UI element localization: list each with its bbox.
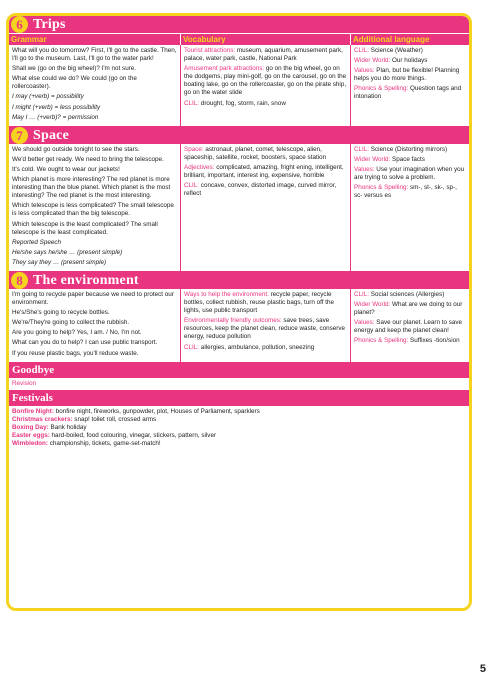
grammar-line: Reported Speech [12, 238, 62, 246]
vocab-text: save trees, save resources, keep the planet clean, reduce waste, conserve energy, reduce pollution [184, 317, 346, 341]
additional-text: Science (Distorting mirrors) [369, 145, 448, 153]
unit-title: Trips [33, 17, 66, 32]
additional-label: Phonics & Spelling: [354, 184, 409, 192]
grammar-line: They say they … (present simple) [12, 258, 107, 266]
unit-number: 8 [11, 272, 28, 289]
festival-item [12, 440, 466, 448]
festival-label: Wimbledon: [12, 439, 48, 447]
unit-6-row [9, 45, 469, 127]
page-number: 5 [479, 663, 486, 675]
additional-text: Science (Weather) [369, 47, 423, 54]
festival-text: championship, tickets, game-set-match! [47, 439, 161, 447]
goodbye-header: Goodbye [9, 363, 469, 378]
additional-text: Use your imagination when you are trying to solve a problem. [354, 165, 465, 182]
vocab-label: Amusement park attractions: [184, 65, 265, 73]
grammar-line: I might (+verb) = less possibility [12, 103, 101, 111]
festival-label: Christmas crackers: [12, 415, 73, 423]
vocab-label: CLIL: [184, 182, 200, 190]
unit-6-header [9, 16, 469, 33]
vocab-text: recycle paper, recycle bottles, collect rubbish, reuse plastic bags, turn off the lights, use public transport [184, 290, 335, 315]
festival-item [12, 408, 466, 416]
grammar-line: I'm going to recycle paper because we need to protect our environment. [12, 290, 174, 307]
grammar-line: He's/She's going to recycle bottles. [12, 309, 110, 317]
additional-text: Our holidays [390, 57, 428, 65]
grammar-line: Are you going to help? Yes, I am. / No, I'm not. [12, 329, 142, 337]
vocab-text: go on the big wheel, go on the dodgems, play mini-golf, go on the carousel, go on the boating lake, go on the rollercoaster, go on the pirate ship, go on the water slide [184, 65, 347, 97]
grammar-line: I may (+verb) = possibility [12, 93, 84, 101]
grammar-line: Which planet is more interesting? The red planet is more interesting than the blue planet. Which planet is the most interesting? The red planet is the most interesting. [12, 176, 171, 200]
unit-title: Space [33, 127, 69, 143]
festival-text: bonfire night, fireworks, gunpowder, plot, Houses of Parliament, sparklers [53, 407, 260, 415]
grammar-line: He/she says he/she … (present simple) [12, 248, 123, 256]
vocab-label: CLIL: [184, 343, 200, 351]
unit-number: 7 [11, 127, 28, 144]
grammar-line: What will you do tomorrow? First, I'll go to the castle. Then, I'll go to the museum. Last, I'll go to the water park! [12, 47, 177, 63]
additional-cell [351, 289, 469, 363]
syllabus-table [6, 13, 472, 611]
grammar-line: If you reuse plastic bags, you'll reduce waste. [12, 349, 139, 357]
goodbye-content [9, 378, 469, 391]
additional-header: Additional language [353, 35, 430, 44]
vocab-label: Adjectives: [184, 163, 215, 171]
additional-cell [351, 144, 469, 272]
additional-label: Values: [354, 165, 375, 173]
festival-item [12, 416, 466, 424]
vocab-label: Tourist attractions: [184, 47, 236, 54]
additional-label: Values: [354, 67, 375, 75]
vocabulary-header: Vocabulary [181, 34, 351, 45]
additional-text: Suffixes -tion/sion [408, 337, 460, 345]
vocabulary-cell [181, 289, 351, 363]
additional-text: Plan, but be flexible! Planning helps you do more things. [354, 67, 460, 83]
grammar-line: We'd better get ready. We need to bring the telescope. [12, 155, 164, 163]
additional-label: Wider World: [354, 301, 391, 309]
goodbye-text: Revision [12, 379, 37, 387]
festival-text: hard-boiled, food colouring, vinegar, stickers, pattern, silver [49, 431, 217, 439]
grammar-line: What can you do to help? I can use public transport. [12, 339, 158, 347]
additional-label: CLIL: [354, 47, 370, 54]
vocab-text: allergies, ambulance, pollution, sneezing [199, 343, 315, 351]
festival-text: Bank holiday [48, 423, 87, 431]
unit-8-row [9, 289, 469, 363]
festival-item [12, 432, 466, 440]
vocab-text: drought, fog, storm, rain, snow [199, 99, 286, 107]
vocab-text: complicated, amazing, fright ening, intelligent, brilliant, important, interest ing, expensive, horrible [184, 163, 344, 180]
additional-text: Social sciences (Allergies) [369, 290, 445, 298]
grammar-cell [9, 289, 181, 363]
vocabulary-cell [181, 144, 351, 272]
vocab-label: Space: [184, 145, 204, 153]
vocab-label: CLIL: [184, 99, 200, 107]
additional-text: sm-, st-, sk-, sp-, sc- versus es [354, 184, 457, 200]
festival-label: Easter eggs: [12, 431, 50, 439]
grammar-line: Shall we (go on the big wheel)? I'm not sure. [12, 65, 137, 73]
unit-8-header [9, 272, 469, 289]
festival-text: snap! toilet roll, crossed arms [72, 415, 157, 423]
festivals-header: Festivals [9, 391, 469, 406]
additional-label: Wider World: [354, 155, 391, 163]
grammar-line: Which telescope is the least complicated? The small telescope is the least complicated. [12, 220, 158, 236]
vocab-text: museum, aquarium, amusement park, palace, water park, castle, National Park [184, 47, 343, 63]
unit-7-row [9, 144, 469, 272]
unit-title: The environment [33, 272, 139, 288]
additional-label: CLIL: [354, 290, 370, 298]
vocab-label: Ways to help the environment: [184, 290, 269, 298]
vocab-text: concave, convex, distorted image, curved mirror, reflect [184, 182, 337, 198]
additional-text: Save our planet. Learn to save energy and keep the planet clean! [354, 319, 463, 335]
vocab-text: astronaut, planet, comet, telescope, alien, spaceship, satellite, rocket, boosters, space station [184, 145, 327, 161]
column-headers [9, 33, 469, 45]
vocab-label: Environmentally friendly outcomes: [184, 317, 282, 325]
festival-label: Boxing Day: [12, 423, 49, 431]
unit-7-header [9, 127, 469, 144]
grammar-line: We should go outside tonight to see the stars. [12, 145, 140, 153]
additional-text: What are we doing to our planet? [354, 301, 463, 317]
grammar-line: We're/They're going to collect the rubbish. [12, 319, 130, 327]
grammar-cell [9, 144, 181, 272]
grammar-cell [9, 45, 181, 127]
additional-label: CLIL: [354, 145, 370, 153]
grammar-line: May I … (+verb)? = permission [12, 113, 99, 121]
additional-text: Space facts [390, 155, 425, 163]
grammar-line: It's cold. We ought to wear our jackets! [12, 165, 120, 173]
additional-text: Question tags and intonation [354, 85, 462, 101]
festival-item [12, 424, 466, 432]
additional-cell [351, 45, 469, 127]
unit-number: 6 [11, 16, 28, 33]
additional-label: Values: [354, 319, 375, 327]
additional-label: Phonics & Spelling: [354, 85, 409, 93]
festivals-content [9, 406, 469, 450]
additional-label: Phonics & Spelling: [354, 337, 409, 345]
grammar-header: Grammar [9, 34, 181, 45]
vocabulary-cell [181, 45, 351, 127]
festival-label: Bonfire Night: [12, 407, 54, 415]
additional-label: Wider World: [354, 57, 391, 65]
grammar-line: What else could we do? We could (go on the rollercoaster). [12, 75, 137, 91]
grammar-line: Which telescope is less complicated? The small telescope is less complicated than the big telescope. [12, 202, 174, 218]
